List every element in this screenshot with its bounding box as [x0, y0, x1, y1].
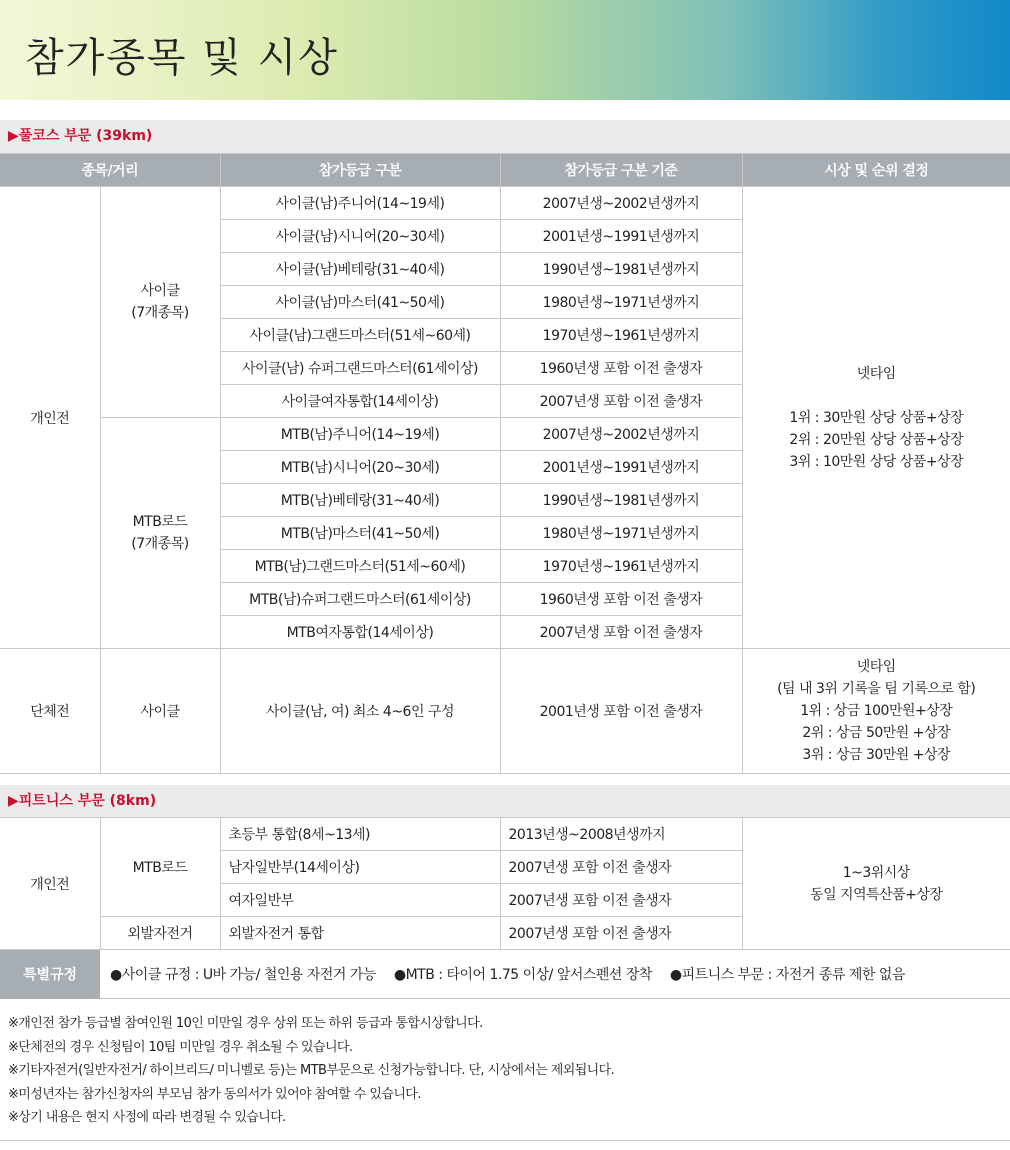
criteria-cell: 2001년생~1991년생까지 — [500, 451, 742, 484]
full-course-table — [0, 153, 1010, 774]
grade-cell: MTB(남)마스터(41~50세) — [220, 517, 500, 550]
rule-item: ●사이클 규정 : U바 가능/ 철인용 자전거 가능 — [110, 967, 376, 983]
fitness-individual-label: 개인전 — [0, 818, 100, 950]
criteria-cell: 1980년생~1971년생까지 — [500, 286, 742, 319]
note-item: ※개인전 참가 등급별 참여인원 10인 미만일 경우 상위 또는 하위 등급과 통합시상합니다. — [8, 1016, 483, 1031]
table-row — [0, 187, 1010, 220]
criteria-cell: 1960년생 포함 이전 출생자 — [500, 583, 742, 616]
page-title: 참가종목 및 시상 — [25, 35, 339, 81]
grade-cell: 사이클여자통합(14세이상) — [220, 385, 500, 418]
grade-cell: MTB(남)슈퍼그랜드마스터(61세이상) — [220, 583, 500, 616]
criteria-cell: 2001년생~1991년생까지 — [500, 220, 742, 253]
header-grade: 참가등급 구분 — [220, 154, 500, 187]
special-rules-text — [100, 964, 919, 984]
note-item: ※상기 내용은 현지 사정에 따라 변경될 수 있습니다. — [8, 1110, 286, 1125]
grade-cell: MTB(남)그랜드마스터(51세~60세) — [220, 550, 500, 583]
team-label: 단체전 — [0, 649, 100, 774]
header-criteria: 참가등급 구분 기준 — [500, 154, 742, 187]
team-award: 넷타임 (팀 내 3위 기록을 팀 기록으로 함) 1위 : 상금 100만원+상장 2위 : 상금 50만원 +상장 3위 : 상금 30만원 +상장 — [742, 649, 1010, 774]
individual-award: 넷타임 1위 : 30만원 상당 상품+상장 2위 : 20만원 상당 상품+상장 3위 : 10만원 상당 상품+상장 — [742, 187, 1010, 649]
notes — [8, 1012, 998, 1130]
fitness-mtb-label: MTB로드 — [100, 818, 220, 917]
title-banner — [0, 0, 1010, 100]
team-row — [0, 649, 1010, 774]
special-rules — [0, 950, 1010, 999]
criteria-cell: 2007년생~2002년생까지 — [500, 418, 742, 451]
criteria-cell: 1980년생~1971년생까지 — [500, 517, 742, 550]
individual-label: 개인전 — [0, 187, 100, 649]
note-item: ※기타자전거(일반자전거/ 하이브리드/ 미니벨로 등)는 MTB부문으로 신청가능합니다. 단, 시상에서는 제외됩니다. — [8, 1063, 615, 1078]
grade-cell: 남자일반부(14세이상) — [220, 851, 500, 884]
criteria-cell: 1990년생~1981년생까지 — [500, 253, 742, 286]
grade-cell: MTB(남)시니어(20~30세) — [220, 451, 500, 484]
grade-cell: 사이클(남) 슈퍼그랜드마스터(61세이상) — [220, 352, 500, 385]
grade-cell: MTB여자통합(14세이상) — [220, 616, 500, 649]
grade-cell: MTB(남)주니어(14~19세) — [220, 418, 500, 451]
grade-cell: 여자일반부 — [220, 884, 500, 917]
note-item: ※미성년자는 참가신청자의 부모님 참가 동의서가 있어야 참여할 수 있습니다. — [8, 1086, 421, 1102]
criteria-cell: 2007년생~2002년생까지 — [500, 187, 742, 220]
grade-cell: 외발자전거 통합 — [220, 917, 500, 950]
fitness-table — [0, 817, 1010, 950]
team-criteria: 2001년생 포함 이전 출생자 — [500, 649, 742, 774]
grade-cell: 사이클(남)마스터(41~50세) — [220, 286, 500, 319]
criteria-cell: 2007년생 포함 이전 출생자 — [500, 917, 742, 950]
header-event: 종목/거리 — [0, 154, 220, 187]
grade-cell: MTB(남)베테랑(31~40세) — [220, 484, 500, 517]
criteria-cell: 1990년생~1981년생까지 — [500, 484, 742, 517]
grade-cell: 사이클(남)그랜드마스터(51세~60세) — [220, 319, 500, 352]
fitness-heading: ▶피트니스 부문 (8km) — [0, 785, 1010, 817]
table-header-row — [0, 154, 1010, 187]
table-row — [0, 818, 1010, 851]
divider — [0, 1140, 1010, 1141]
grade-cell: 사이클(남)주니어(14~19세) — [220, 187, 500, 220]
criteria-cell: 2013년생~2008년생까지 — [500, 818, 742, 851]
criteria-cell: 2007년생 포함 이전 출생자 — [500, 884, 742, 917]
criteria-cell: 1960년생 포함 이전 출생자 — [500, 352, 742, 385]
rule-item: ●MTB : 타이어 1.75 이상/ 앞서스펜션 장착 — [393, 967, 652, 983]
rule-item: ●피트니스 부문 : 자전거 종류 제한 없음 — [669, 967, 905, 983]
grade-cell: 초등부 통합(8세~13세) — [220, 818, 500, 851]
grade-cell: 사이클(남)베테랑(31~40세) — [220, 253, 500, 286]
team-grade: 사이클(남, 여) 최소 4~6인 구성 — [220, 649, 500, 774]
criteria-cell: 2007년생 포함 이전 출생자 — [500, 851, 742, 884]
criteria-cell: 2007년생 포함 이전 출생자 — [500, 385, 742, 418]
fitness-award: 1~3위시상 동일 지역특산품+상장 — [742, 818, 1010, 950]
header-award: 시상 및 순위 결정 — [742, 154, 1010, 187]
fitness-other-label: 외발자전거 — [100, 917, 220, 950]
grade-cell: 사이클(남)시니어(20~30세) — [220, 220, 500, 253]
criteria-cell: 1970년생~1961년생까지 — [500, 319, 742, 352]
criteria-cell: 2007년생 포함 이전 출생자 — [500, 616, 742, 649]
note-item: ※단체전의 경우 신청팀이 10팀 미만일 경우 취소될 수 있습니다. — [8, 1039, 353, 1055]
spacer — [0, 100, 1010, 120]
full-course-heading: ▶풀코스 부문 (39km) — [0, 120, 1010, 153]
team-event: 사이클 — [100, 649, 220, 774]
special-rules-label: 특별규정 — [0, 950, 100, 999]
mtb-group-label: MTB로드 (7개종목) — [100, 418, 220, 649]
criteria-cell: 1970년생~1961년생까지 — [500, 550, 742, 583]
cycle-group-label: 사이클 (7개종목) — [100, 187, 220, 418]
